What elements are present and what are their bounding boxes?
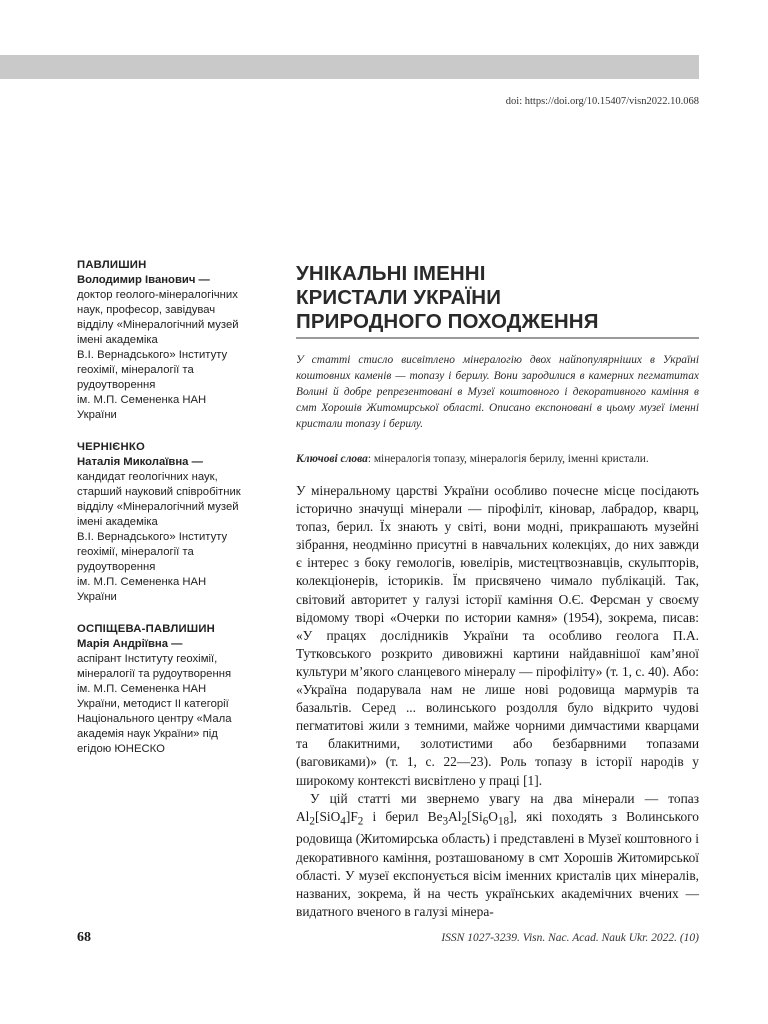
text-run: ], які походять з Волинського родовища (Житомирська область) і представлені в Музеї коштовного і декоративного каміння, розташованому в смт Хорошів Житомирської області. У музеї експонується вісім іменних кристалів цих мінералів, названих, зокрема, й на честь українських академічних вчених — видатного вченого в галузі мінера-: [296, 808, 699, 919]
text-run: O: [488, 808, 498, 824]
author-name: Наталія Миколаївна —: [77, 456, 203, 468]
text-run: [SiO: [314, 808, 341, 824]
doi-link[interactable]: doi: https://doi.org/10.15407/visn2022.10.068: [505, 96, 699, 107]
keywords-line: [296, 451, 699, 467]
subscript: 4: [340, 815, 346, 828]
author-affiliation: доктор геолого-мінералогічних наук, професор, завідувач відділу «Мінералогічний музей імені академіка В.І. Вернадського» Інституту геохімії, мінералогії та рудоутворення ім. М.П. Семененка НАН України: [77, 289, 239, 421]
article-abstract: У статті стисло висвітлено мінералогію двох найпопулярніших в Україні коштовних каменів — топазу і берилу. Вони зародилися в камерних пегматитах Волині й добре репрезентовані в Музеї коштовного і декоративного каміння в смт Хорошів Житомирської області. Описано експоновані в цьому музеї іменні кристали топазу і берилу.: [296, 354, 699, 430]
text-run: і берил Be: [363, 808, 443, 824]
author-surname: ОСПІЩЕВА-ПАВЛИШИН: [77, 623, 215, 635]
article-body: [296, 482, 699, 921]
author-block: [77, 622, 267, 757]
author-affiliation: кандидат геологічних наук, старший науковий співробітник відділу «Мінералогічний музей імені академіка В.І. Вернадського» Інституту геохімії, мінералогії та рудоутворення ім. М.П. Семененка НАН України: [77, 471, 241, 603]
subscript: 2: [357, 815, 364, 828]
author-sidebar: [77, 258, 267, 774]
subscript: 2: [461, 815, 468, 828]
subscript: 18: [497, 815, 510, 828]
subscript: 6: [482, 815, 489, 828]
text-run: ]F: [345, 808, 358, 824]
page-number: 68: [77, 930, 91, 945]
author-surname: ЧЕРНІЄНКО: [77, 441, 145, 453]
body-paragraph: У мінеральному царстві України особливо почесне місце посідають історично значущі мінерали — пірофіліт, кіновар, лабрадор, кварц, топаз, берил. Їх знають у світі, вони модні, прикрашають музейні зібрання, неодмінно присутні в навчальних колекціях, до них завжди є інтерес з боку гемологів, ювелірів, мистецтвознавців, скульпторів, колекціонерів, істориків. Їм присвячено чимало публікацій. Так, світовий авторитет у галузі історії каміння О.Є. Ферсман у своєму відомому творі «Очерки по истории камня» (1954), зокрема, писав: «У працях дослідників України та особливо геолога П.А. Тутковського розкрито дивовижні картини найдавнішої кам’яної культури м’якого сланцевого мінералу — пірофіліту» (т. 1, с. 40). Або: «Україна подарувала нам не лише нові родовища мармурів та базальтів. Серед ... волинського роздолля було відкрито чудові пегматитові жили з темними, майже чорними димчастими кварцами та блакитними, золотистими або безбарвними топазами (ваговиками)» (т. 1, с. 22—23). Роль топазу в історії народів у широкому контексті висвітлено у праці [1].: [296, 483, 699, 788]
header-bar: [0, 55, 699, 79]
subscript: 3: [442, 815, 449, 828]
journal-footer: ISSN 1027-3239. Visn. Nac. Acad. Nauk Ukr. 2022. (10): [441, 932, 699, 944]
subscript: 2: [309, 815, 315, 828]
author-name: Марія Андріївна —: [77, 638, 183, 650]
author-block: [77, 440, 267, 605]
author-surname: ПАВЛИШИН: [77, 259, 147, 271]
keywords-text: : мінералогія топазу, мінералогія берилу, іменні кристали.: [367, 453, 649, 465]
text-run: У цій статті ми звернемо увагу на два мінерали — топаз Al: [296, 790, 699, 824]
body-paragraph: [296, 790, 699, 921]
text-run: Al: [448, 808, 462, 824]
author-affiliation: аспірант Інституту геохімії, мінералогії та рудоутворення ім. М.П. Семененка НАН України, методист ІІ категорії Національного центру «Мала академія наук України» під егідою ЮНЕСКО: [77, 653, 232, 755]
article-title: УНІКАЛЬНІ ІМЕННІ КРИСТАЛИ УКРАЇНИ ПРИРОДНОГО ПОХОДЖЕННЯ: [296, 262, 599, 333]
author-block: [77, 258, 267, 423]
title-divider: [296, 337, 699, 339]
text-run: [Si: [467, 808, 483, 824]
author-name: Володимир Іванович —: [77, 274, 210, 286]
keywords-label: Ключові слова: [296, 453, 368, 465]
